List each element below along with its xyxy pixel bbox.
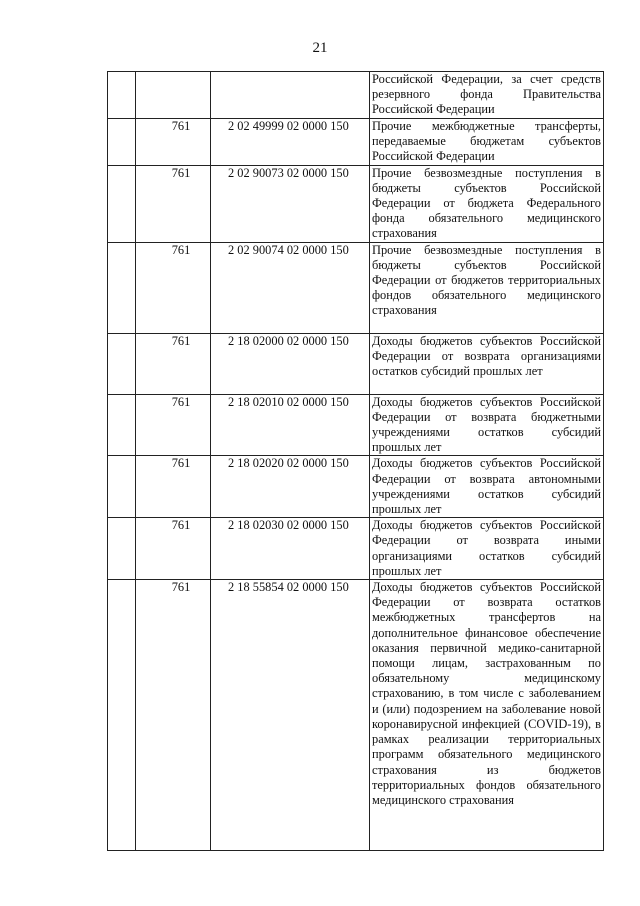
income-code-cell: 2 18 02010 02 0000 150	[211, 394, 370, 456]
income-code-cell: 2 18 55854 02 0000 150	[211, 580, 370, 851]
income-name-cell: Российской Федерации, за счет средств резервного фонда Правительства Российской Федерации	[370, 72, 604, 119]
table-row	[108, 518, 604, 580]
income-name-cell: Прочие межбюджетные трансферты, передаваемые бюджетам субъектов Российской Федерации	[370, 119, 604, 166]
income-code-cell: 2 18 02000 02 0000 150	[211, 333, 370, 394]
income-code-cell: 2 18 02020 02 0000 150	[211, 456, 370, 518]
table-row	[108, 242, 604, 333]
income-code-cell: 2 18 02030 02 0000 150	[211, 518, 370, 580]
page-number: 21	[312, 40, 328, 56]
table-row	[108, 394, 604, 456]
admin-code-cell: 761	[136, 119, 211, 166]
empty-cell	[108, 119, 136, 166]
admin-code-cell	[136, 72, 211, 119]
admin-code-cell: 761	[136, 580, 211, 851]
admin-code-cell: 761	[136, 333, 211, 394]
income-name-cell: Доходы бюджетов субъектов Российской Федерации от возврата остатков межбюджетных трансфертов на дополнительное финансовое обеспечение оказания первичной медико-санитарной помощи лицам, застрахованным по обязательному медицинскому страхованию, в том числе с заболеванием и (или) подозрением на заболевание новой коронавирусной инфекцией (COVID-19), в рамках реализации территориальных программ обязательного медицинского страхования из бюджетов территориальных фондов обязательного медицинского страхования	[370, 580, 604, 851]
income-name-cell: Прочие безвозмездные поступления в бюджеты субъектов Российской Федерации от бюджета Федерального фонда обязательного медицинского страхования	[370, 165, 604, 242]
empty-cell	[108, 518, 136, 580]
empty-cell	[108, 333, 136, 394]
empty-cell	[108, 580, 136, 851]
table-row	[108, 72, 604, 119]
admin-code-cell: 761	[136, 242, 211, 333]
empty-cell	[108, 72, 136, 119]
income-code-cell: 2 02 49999 02 0000 150	[211, 119, 370, 166]
budget-classification-table	[107, 71, 604, 851]
income-code-cell: 2 02 90074 02 0000 150	[211, 242, 370, 333]
empty-cell	[108, 394, 136, 456]
income-code-cell	[211, 72, 370, 119]
admin-code-cell: 761	[136, 165, 211, 242]
empty-cell	[108, 456, 136, 518]
income-name-cell: Доходы бюджетов субъектов Российской Федерации от возврата иными организациями остатков субсидий прошлых лет	[370, 518, 604, 580]
table-row	[108, 165, 604, 242]
table-row	[108, 119, 604, 166]
admin-code-cell: 761	[136, 518, 211, 580]
admin-code-cell: 761	[136, 394, 211, 456]
income-name-cell: Прочие безвозмездные поступления в бюджеты субъектов Российской Федерации от бюджетов территориальных фондов обязательного медицинского страхования	[370, 242, 604, 333]
table-row	[108, 333, 604, 394]
income-code-cell: 2 02 90073 02 0000 150	[211, 165, 370, 242]
income-name-cell: Доходы бюджетов субъектов Российской Федерации от возврата автономными учреждениями остатков субсидий прошлых лет	[370, 456, 604, 518]
table-row	[108, 456, 604, 518]
admin-code-cell: 761	[136, 456, 211, 518]
income-name-cell: Доходы бюджетов субъектов Российской Федерации от возврата организациями остатков субсидий прошлых лет	[370, 333, 604, 394]
empty-cell	[108, 165, 136, 242]
empty-cell	[108, 242, 136, 333]
table-row	[108, 580, 604, 851]
income-name-cell: Доходы бюджетов субъектов Российской Федерации от возврата бюджетными учреждениями остатков субсидий прошлых лет	[370, 394, 604, 456]
